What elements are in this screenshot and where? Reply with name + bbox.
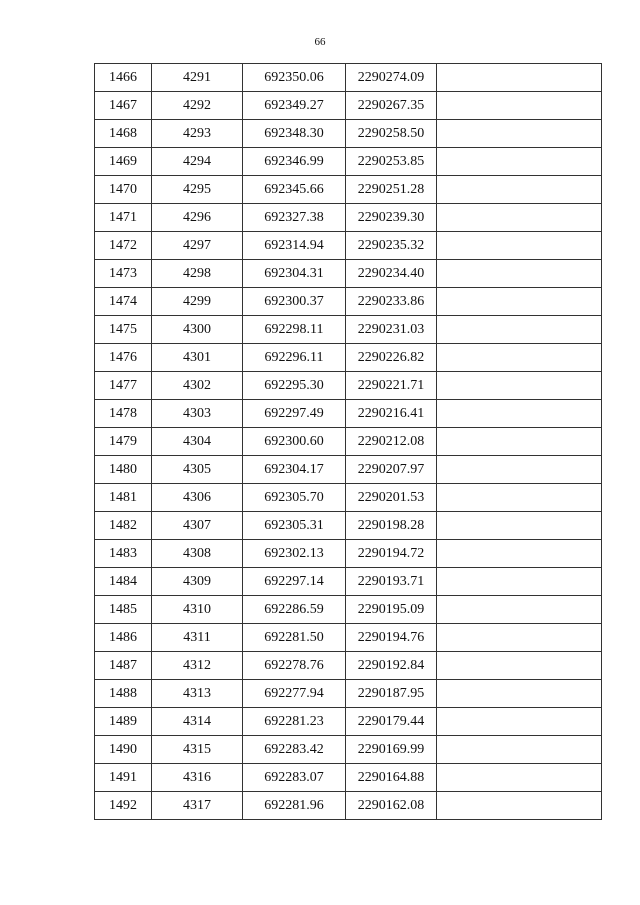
point-number-cell: 4312 (152, 652, 243, 680)
point-number-cell: 4299 (152, 288, 243, 316)
note-cell (437, 792, 602, 820)
row-index-cell: 1470 (95, 176, 152, 204)
note-cell (437, 92, 602, 120)
x-coordinate-cell: 692346.99 (243, 148, 346, 176)
x-coordinate-cell: 692304.31 (243, 260, 346, 288)
point-number-cell: 4305 (152, 456, 243, 484)
y-coordinate-cell: 2290198.28 (346, 512, 437, 540)
table-row (95, 316, 602, 344)
note-cell (437, 344, 602, 372)
y-coordinate-cell: 2290267.35 (346, 92, 437, 120)
y-coordinate-cell: 2290216.41 (346, 400, 437, 428)
page-number: 66 (314, 36, 326, 48)
y-coordinate-cell: 2290194.76 (346, 624, 437, 652)
y-coordinate-cell: 2290162.08 (346, 792, 437, 820)
note-cell (437, 176, 602, 204)
y-coordinate-cell: 2290192.84 (346, 652, 437, 680)
table-row (95, 428, 602, 456)
row-index-cell: 1483 (95, 540, 152, 568)
x-coordinate-cell: 692283.07 (243, 764, 346, 792)
y-coordinate-cell: 2290207.97 (346, 456, 437, 484)
point-number-cell: 4315 (152, 736, 243, 764)
x-coordinate-cell: 692302.13 (243, 540, 346, 568)
table-row (95, 344, 602, 372)
table-row (95, 148, 602, 176)
y-coordinate-cell: 2290239.30 (346, 204, 437, 232)
note-cell (437, 260, 602, 288)
table-row (95, 456, 602, 484)
row-index-cell: 1473 (95, 260, 152, 288)
note-cell (437, 120, 602, 148)
table-row (95, 736, 602, 764)
note-cell (437, 764, 602, 792)
point-number-cell: 4311 (152, 624, 243, 652)
point-number-cell: 4316 (152, 764, 243, 792)
note-cell (437, 652, 602, 680)
x-coordinate-cell: 692349.27 (243, 92, 346, 120)
table-body (95, 64, 602, 820)
point-number-cell: 4293 (152, 120, 243, 148)
y-coordinate-cell: 2290221.71 (346, 372, 437, 400)
point-number-cell: 4309 (152, 568, 243, 596)
x-coordinate-cell: 692298.11 (243, 316, 346, 344)
point-number-cell: 4304 (152, 428, 243, 456)
note-cell (437, 484, 602, 512)
row-index-cell: 1479 (95, 428, 152, 456)
point-number-cell: 4297 (152, 232, 243, 260)
row-index-cell: 1477 (95, 372, 152, 400)
table-row (95, 596, 602, 624)
note-cell (437, 624, 602, 652)
note-cell (437, 428, 602, 456)
table-row (95, 232, 602, 260)
x-coordinate-cell: 692297.49 (243, 400, 346, 428)
row-index-cell: 1478 (95, 400, 152, 428)
row-index-cell: 1492 (95, 792, 152, 820)
x-coordinate-cell: 692281.23 (243, 708, 346, 736)
table-row (95, 120, 602, 148)
x-coordinate-cell: 692277.94 (243, 680, 346, 708)
x-coordinate-cell: 692305.70 (243, 484, 346, 512)
note-cell (437, 288, 602, 316)
row-index-cell: 1468 (95, 120, 152, 148)
note-cell (437, 148, 602, 176)
table-row (95, 92, 602, 120)
x-coordinate-cell: 692348.30 (243, 120, 346, 148)
coordinates-table (94, 63, 602, 820)
x-coordinate-cell: 692278.76 (243, 652, 346, 680)
note-cell (437, 540, 602, 568)
point-number-cell: 4296 (152, 204, 243, 232)
y-coordinate-cell: 2290169.99 (346, 736, 437, 764)
row-index-cell: 1481 (95, 484, 152, 512)
x-coordinate-cell: 692314.94 (243, 232, 346, 260)
x-coordinate-cell: 692300.37 (243, 288, 346, 316)
note-cell (437, 316, 602, 344)
table-row (95, 484, 602, 512)
row-index-cell: 1467 (95, 92, 152, 120)
x-coordinate-cell: 692327.38 (243, 204, 346, 232)
row-index-cell: 1488 (95, 680, 152, 708)
note-cell (437, 512, 602, 540)
x-coordinate-cell: 692345.66 (243, 176, 346, 204)
row-index-cell: 1487 (95, 652, 152, 680)
note-cell (437, 708, 602, 736)
point-number-cell: 4292 (152, 92, 243, 120)
y-coordinate-cell: 2290194.72 (346, 540, 437, 568)
table-row (95, 652, 602, 680)
point-number-cell: 4307 (152, 512, 243, 540)
note-cell (437, 568, 602, 596)
row-index-cell: 1485 (95, 596, 152, 624)
table-row (95, 64, 602, 92)
row-index-cell: 1491 (95, 764, 152, 792)
point-number-cell: 4313 (152, 680, 243, 708)
table-row (95, 792, 602, 820)
row-index-cell: 1490 (95, 736, 152, 764)
y-coordinate-cell: 2290234.40 (346, 260, 437, 288)
row-index-cell: 1472 (95, 232, 152, 260)
y-coordinate-cell: 2290201.53 (346, 484, 437, 512)
row-index-cell: 1489 (95, 708, 152, 736)
row-index-cell: 1475 (95, 316, 152, 344)
note-cell (437, 204, 602, 232)
y-coordinate-cell: 2290274.09 (346, 64, 437, 92)
point-number-cell: 4306 (152, 484, 243, 512)
y-coordinate-cell: 2290231.03 (346, 316, 437, 344)
row-index-cell: 1466 (95, 64, 152, 92)
row-index-cell: 1471 (95, 204, 152, 232)
point-number-cell: 4295 (152, 176, 243, 204)
point-number-cell: 4310 (152, 596, 243, 624)
y-coordinate-cell: 2290195.09 (346, 596, 437, 624)
point-number-cell: 4294 (152, 148, 243, 176)
row-index-cell: 1484 (95, 568, 152, 596)
table-row (95, 568, 602, 596)
table-row (95, 540, 602, 568)
point-number-cell: 4303 (152, 400, 243, 428)
row-index-cell: 1476 (95, 344, 152, 372)
row-index-cell: 1474 (95, 288, 152, 316)
note-cell (437, 596, 602, 624)
table-row (95, 624, 602, 652)
point-number-cell: 4314 (152, 708, 243, 736)
table-row (95, 288, 602, 316)
point-number-cell: 4317 (152, 792, 243, 820)
y-coordinate-cell: 2290187.95 (346, 680, 437, 708)
y-coordinate-cell: 2290193.71 (346, 568, 437, 596)
row-index-cell: 1480 (95, 456, 152, 484)
point-number-cell: 4298 (152, 260, 243, 288)
table-row (95, 708, 602, 736)
x-coordinate-cell: 692286.59 (243, 596, 346, 624)
table-row (95, 680, 602, 708)
table-row (95, 764, 602, 792)
note-cell (437, 456, 602, 484)
x-coordinate-cell: 692283.42 (243, 736, 346, 764)
x-coordinate-cell: 692295.30 (243, 372, 346, 400)
y-coordinate-cell: 2290258.50 (346, 120, 437, 148)
x-coordinate-cell: 692297.14 (243, 568, 346, 596)
x-coordinate-cell: 692305.31 (243, 512, 346, 540)
note-cell (437, 64, 602, 92)
note-cell (437, 372, 602, 400)
table-row (95, 176, 602, 204)
table-row (95, 204, 602, 232)
y-coordinate-cell: 2290253.85 (346, 148, 437, 176)
x-coordinate-cell: 692300.60 (243, 428, 346, 456)
point-number-cell: 4301 (152, 344, 243, 372)
row-index-cell: 1469 (95, 148, 152, 176)
note-cell (437, 400, 602, 428)
point-number-cell: 4308 (152, 540, 243, 568)
x-coordinate-cell: 692296.11 (243, 344, 346, 372)
row-index-cell: 1482 (95, 512, 152, 540)
y-coordinate-cell: 2290212.08 (346, 428, 437, 456)
y-coordinate-cell: 2290251.28 (346, 176, 437, 204)
note-cell (437, 736, 602, 764)
x-coordinate-cell: 692281.96 (243, 792, 346, 820)
table-row (95, 512, 602, 540)
table-row (95, 400, 602, 428)
y-coordinate-cell: 2290235.32 (346, 232, 437, 260)
row-index-cell: 1486 (95, 624, 152, 652)
x-coordinate-cell: 692304.17 (243, 456, 346, 484)
y-coordinate-cell: 2290164.88 (346, 764, 437, 792)
point-number-cell: 4300 (152, 316, 243, 344)
note-cell (437, 232, 602, 260)
point-number-cell: 4302 (152, 372, 243, 400)
note-cell (437, 680, 602, 708)
y-coordinate-cell: 2290233.86 (346, 288, 437, 316)
y-coordinate-cell: 2290179.44 (346, 708, 437, 736)
table-row (95, 260, 602, 288)
table-row (95, 372, 602, 400)
x-coordinate-cell: 692281.50 (243, 624, 346, 652)
point-number-cell: 4291 (152, 64, 243, 92)
x-coordinate-cell: 692350.06 (243, 64, 346, 92)
y-coordinate-cell: 2290226.82 (346, 344, 437, 372)
